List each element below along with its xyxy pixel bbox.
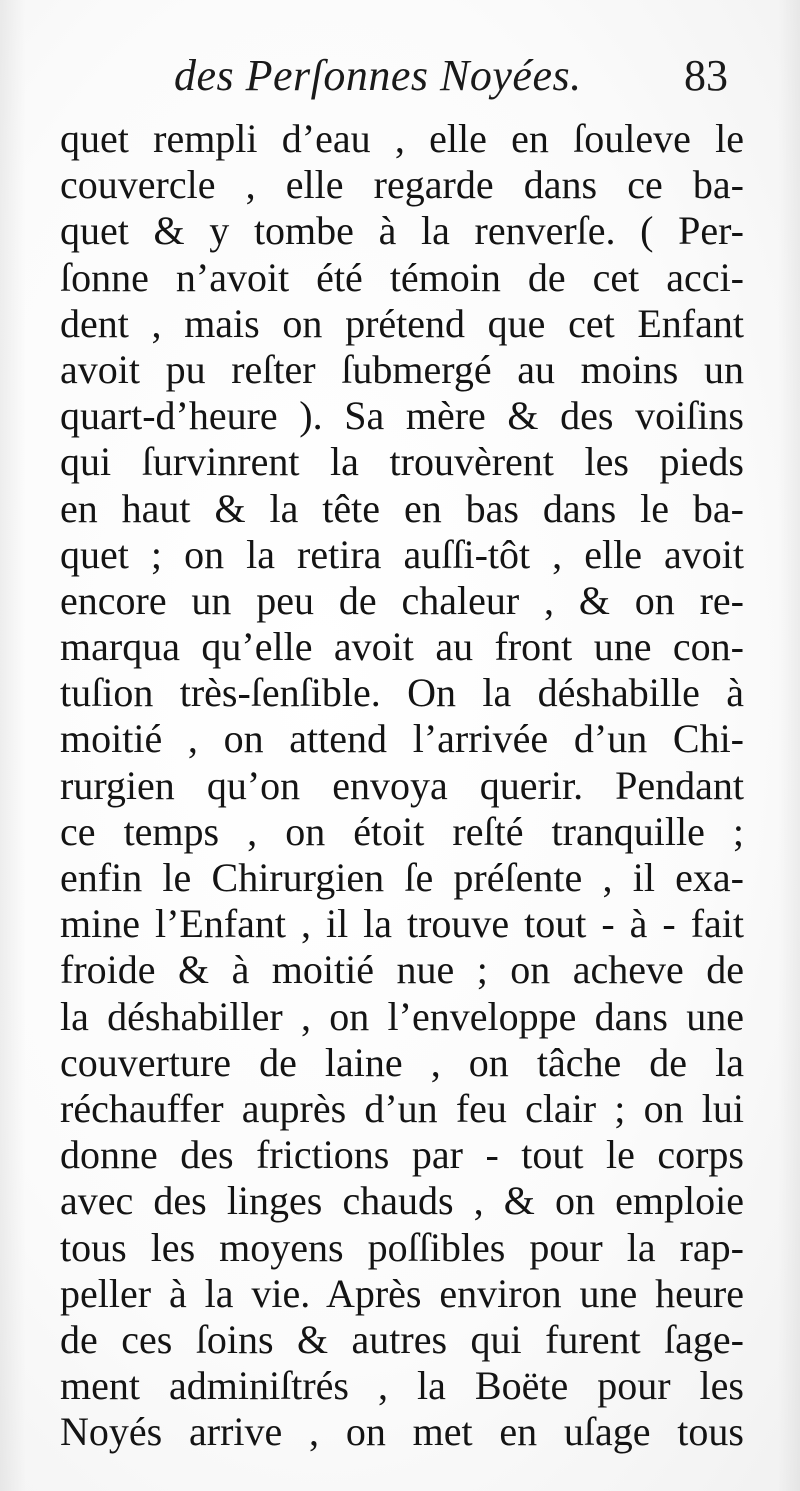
text-line-7: quart-d’heure ). Sa mère & des voiſins [60,393,744,439]
page-spine-shadow [0,0,26,1491]
text-line-23: donne des frictions par - tout le corps [60,1132,744,1178]
text-line-13: tuſion très-ſenſible. On la déshabille à [60,670,744,716]
running-head [0,48,800,108]
text-line-2: couvercle , elle regarde dans ce ba- [60,162,744,208]
text-line-9: en haut & la tête en bas dans le ba- [60,485,744,531]
text-line-4: ſonne n’avoit été témoin de cet acci- [60,254,744,300]
page-number: 83 [684,51,728,100]
text-line-10: quet ; on la retira auſſi-tôt , elle avoit [60,531,744,577]
text-line-28: ment adminiſtrés , la Boëte pour les [60,1363,744,1409]
body-text [60,116,744,1455]
text-line-21: couverture de laine , on tâche de la [60,1039,744,1085]
text-line-29: Noyés arrive , on met en uſage tous [60,1409,744,1455]
text-line-25: tous les moyens poſſibles pour la rap- [60,1224,744,1270]
text-line-14: moitié , on attend l’arrivée d’un Chi- [60,716,744,762]
text-line-1: quet rempli d’eau , elle en ſouleve le [60,116,744,161]
text-line-5: dent , mais on prétend que cet Enfant [60,300,744,346]
text-line-20: la déshabiller , on l’enveloppe dans une [60,993,744,1039]
text-line-22: réchauffer auprès d’un feu clair ; on lui [60,1085,744,1131]
text-line-24: avec des linges chauds , & on emploie [60,1178,744,1224]
text-line-19: froide & à moitié nue ; on acheve de [60,947,744,993]
text-line-27: de ces ſoins & autres qui furent ſage- [60,1316,744,1362]
running-title: des Perſonnes Noyées. [174,51,582,100]
text-line-15: rurgien qu’on envoya querir. Pendant [60,762,744,808]
text-line-3: quet & y tombe à la renverſe. ( Per- [60,208,744,254]
text-line-6: avoit pu reſter ſubmergé au moins un [60,346,744,392]
text-line-18: mine l’Enfant , il la trouve tout - à - fait [60,901,744,947]
text-line-12: marqua qu’elle avoit au front une con- [60,624,744,670]
text-line-11: encore un peu de chaleur , & on re- [60,577,744,623]
text-line-16: ce temps , on étoit reſté tranquille ; [60,808,744,854]
page-edge-shadow [778,0,800,1491]
text-line-8: qui ſurvinrent la trouvèrent les pieds [60,439,744,485]
text-line-26: peller à la vie. Après environ une heure [60,1270,744,1316]
text-line-17: enfin le Chirurgien ſe préſente , il exa- [60,855,744,900]
